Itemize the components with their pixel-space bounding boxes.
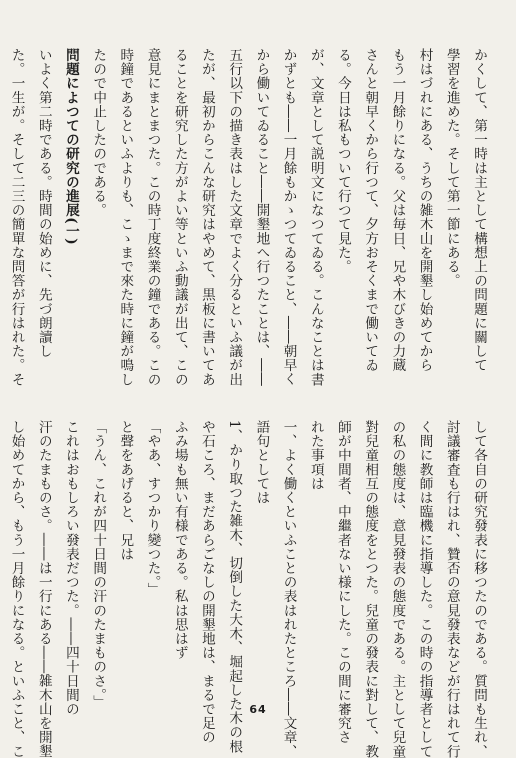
text-column: の私の態度は、意見發表の態度である。主として兒童 <box>389 420 406 758</box>
text-column: 1、かり取つた雑木、切倒した大木、堀起した木の根 <box>226 420 243 754</box>
text-column: かくして、第一時は主として構想上の問題に關して <box>471 48 487 373</box>
text-column: さんと朝早くから行つて、夕方おそくまで働いてゐ <box>362 48 379 373</box>
text-column: や石ころ、まだあらごなしの開墾地は、まるで足の <box>198 420 215 745</box>
text-column: 「やあ、すつかり變つた。」 <box>144 420 161 597</box>
text-column: これはおもしろい發表だつた。――四十日間の <box>62 420 79 717</box>
text-column: 語句としては <box>253 420 270 505</box>
text-column: 五行以下の描き表はした文章でよく分るといふ議が出 <box>226 48 243 387</box>
text-column: ることを研究した方がよい等といふ動議が出て、この <box>171 48 188 387</box>
text-column: し始めてから、もう一月餘りになる。といふこと、こ <box>8 420 25 758</box>
text-column: ふみ場も無い有様である。私は思はず <box>171 420 188 660</box>
text-column: 村はづれにある、うちの雑木山を開墾し始めてから <box>416 48 433 373</box>
text-column: 一、よく働くといふことの表はれたところ――文章、 <box>280 420 297 758</box>
text-column: が、文章として説明文になつてゐる。こんなことは書 <box>307 48 324 387</box>
text-column: たので中止したのである。 <box>90 48 107 218</box>
text-column: と聲をあげると、兄は <box>117 420 134 561</box>
text-column: る。今日は私もついて行つて見た。 <box>334 48 351 274</box>
text-column: かずとも――一月餘もかゝつてゐること、――朝早く <box>280 48 297 387</box>
section-heading: 問題によつての研究の進展(一) <box>62 48 79 246</box>
text-column: 師が中間者、中繼者ない様にした。この間に審究さ <box>334 420 351 745</box>
page-number: 64 <box>249 703 267 716</box>
text-column: 討議審査も行はれ、贊否の意見發表などが行はれて行 <box>443 420 460 758</box>
text-column: から働いてゐること――開墾地へ行つたことは、―― <box>253 48 270 387</box>
text-column: た。一生が。そして二三の簡單な問答が行はれた。そ <box>8 48 25 387</box>
text-column: 學習を進めた。そして第一節にある。 <box>443 48 460 288</box>
text-column: 對兒童相互の態度をとつた。兒童の發表に對して、教 <box>362 420 379 758</box>
text-column: いよく第二時である。時間の始めに、先づ朗讀し <box>35 48 52 359</box>
text-column: して各自の研究發表に移つたのである。質問も生れ、 <box>471 420 487 758</box>
text-column: もう一月餘りになる。父は毎日、兄や木びきの力蔵 <box>389 48 406 373</box>
text-column: く間に教師は臨機に指導した。この時の指導者として <box>416 420 433 758</box>
text-column: 時鐘であるといふよりも、こゝまで來た時に鐘が鳴し <box>117 48 134 387</box>
text-column: 意見にまとまつた。この時丁度終業の鐘である。この <box>144 48 161 387</box>
text-column: 汗のたまものさ。――は一行にある――雑木山を開墾 <box>35 420 52 758</box>
text-column: れた事項は <box>307 420 324 491</box>
text-column: たが、最初からこんな研究はやめて、黒板に書いてあ <box>198 48 215 387</box>
text-column: 「うん、これが四十日間の汗のたまものさ。」 <box>90 420 107 710</box>
text-column <box>0 420 2 690</box>
